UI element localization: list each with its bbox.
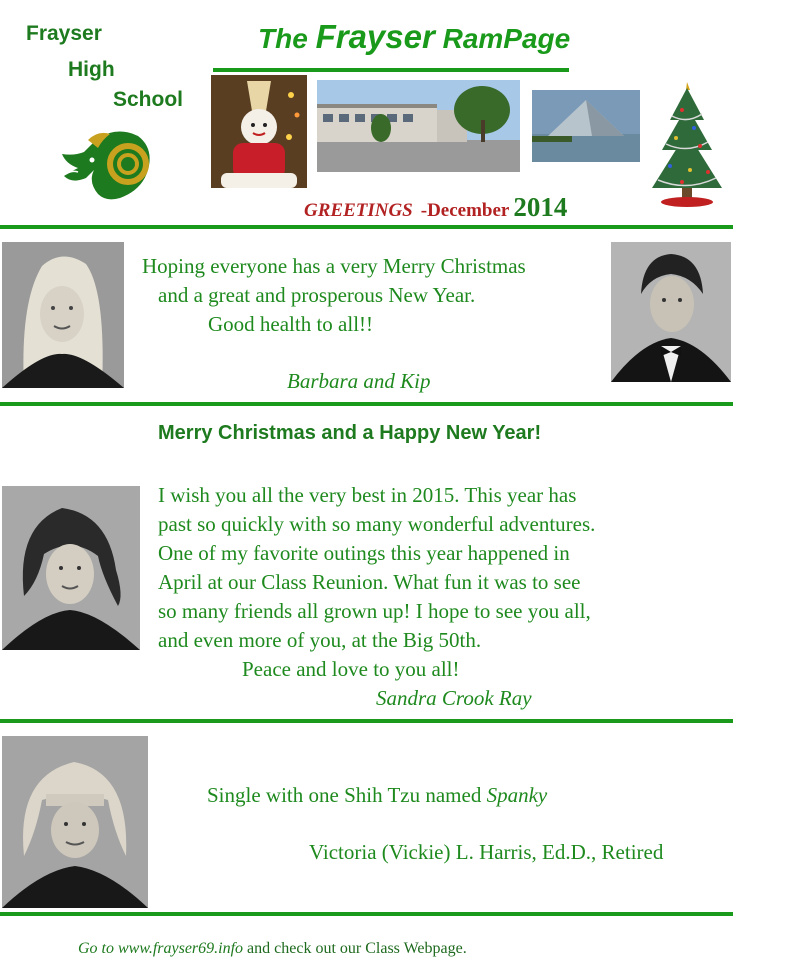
greeting-message-line3: Good health to all!!: [208, 312, 374, 336]
portrait-victoria: [2, 736, 148, 908]
sandra-message-line1: I wish you all the very best in 2015. This year has: [158, 483, 577, 507]
divider-1: [0, 225, 733, 229]
snowman-doll-photo: [211, 75, 307, 188]
sandra-message-line4: April at our Class Reunion. What fun it was to see: [158, 570, 581, 594]
school-building-photo: [317, 80, 520, 172]
signature-barbara-kip: Barbara and Kip: [287, 369, 431, 393]
portrait-barbara: [2, 242, 124, 388]
greeting-year: 2014: [513, 192, 568, 222]
signature-victoria: Victoria (Vickie) L. Harris, Ed.D., Retired: [309, 840, 664, 864]
divider-2: [0, 402, 733, 406]
divider-4: [0, 912, 733, 916]
greeting-month: -December: [420, 200, 510, 221]
title-pre: The: [258, 23, 316, 54]
christmas-tree-image: [642, 80, 732, 210]
portrait-sandra: [2, 486, 140, 650]
title-main: Frayser: [315, 18, 435, 55]
greeting-line: [304, 192, 567, 223]
sandra-closing: Peace and love to you all!: [242, 657, 460, 681]
newsletter-title: [258, 18, 570, 56]
greeting-message-line2: and a great and prosperous New Year.: [158, 283, 476, 307]
section2-heading: Merry Christmas and a Happy New Year!: [158, 422, 542, 444]
greeting-message-line1: Hoping everyone has a very Merry Christmas: [142, 254, 526, 278]
school-name-line2: High: [68, 58, 115, 81]
victoria-message-text: Single with one Shih Tzu named: [207, 783, 487, 807]
sandra-message-line3: One of my favorite outings this year happened in: [158, 541, 570, 565]
divider-3: [0, 719, 733, 723]
greeting-word: GREETINGS: [304, 200, 413, 221]
class-website-link[interactable]: Go to www.frayser69.info: [78, 940, 244, 957]
title-post: RamPage: [434, 23, 571, 54]
title-underline: [213, 68, 569, 72]
victoria-message: [207, 781, 547, 810]
dog-name: Spanky: [486, 783, 548, 807]
footer-text: and check out our Class Webpage.: [243, 940, 467, 957]
portrait-kip: [611, 242, 731, 382]
school-name-line1: Frayser: [26, 22, 102, 45]
footer-line: [78, 940, 467, 958]
sandra-message-line2: past so quickly with so many wonderful adventures.: [158, 512, 596, 536]
signature-sandra: Sandra Crook Ray: [376, 686, 532, 710]
sandra-message-line6: and even more of you, at the Big 50th.: [158, 628, 482, 652]
school-name-line3: School: [113, 88, 184, 111]
ram-logo: [58, 118, 170, 206]
sandra-message-line5: so many friends all grown up! I hope to see you all,: [158, 599, 591, 623]
pyramid-arena-photo: [532, 90, 640, 162]
